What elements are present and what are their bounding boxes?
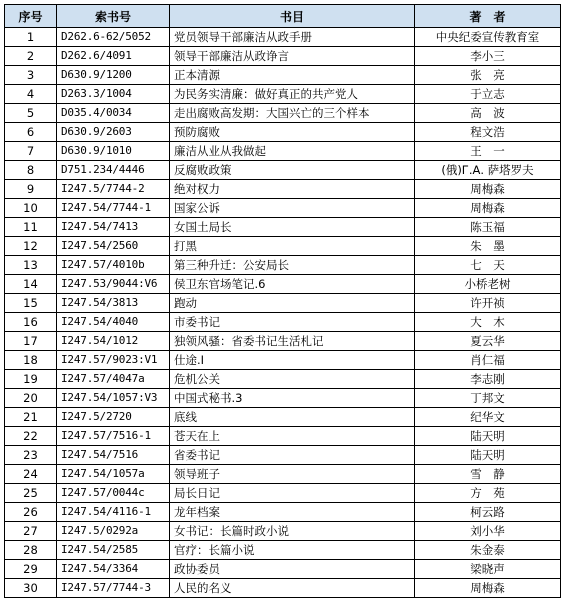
cell-no: 12 <box>5 237 57 256</box>
cell-no: 13 <box>5 256 57 275</box>
cell-title: 政协委员 <box>170 560 415 579</box>
table-row <box>5 66 561 85</box>
table-row <box>5 218 561 237</box>
cell-no: 5 <box>5 104 57 123</box>
cell-no: 2 <box>5 47 57 66</box>
cell-author: 陆天明 <box>415 427 561 446</box>
cell-title: 第三种升迁：公安局长 <box>170 256 415 275</box>
cell-author: 刘小华 <box>415 522 561 541</box>
cell-call-number: I247.54/2585 <box>57 541 170 560</box>
cell-no: 7 <box>5 142 57 161</box>
cell-title: 打黑 <box>170 237 415 256</box>
cell-author: 陈玉福 <box>415 218 561 237</box>
table-row <box>5 465 561 484</box>
cell-call-number: I247.54/3813 <box>57 294 170 313</box>
table-row <box>5 161 561 180</box>
cell-author: 雪 静 <box>415 465 561 484</box>
cell-author: (俄)Г.А. 萨塔罗夫 <box>415 161 561 180</box>
table-row <box>5 389 561 408</box>
cell-no: 8 <box>5 161 57 180</box>
cell-author: 于立志 <box>415 85 561 104</box>
cell-no: 6 <box>5 123 57 142</box>
cell-title: 廉洁从业从我做起 <box>170 142 415 161</box>
cell-call-number: I247.54/7516 <box>57 446 170 465</box>
cell-author: 夏云华 <box>415 332 561 351</box>
table-row <box>5 560 561 579</box>
cell-call-number: I247.54/1057a <box>57 465 170 484</box>
cell-title: 底线 <box>170 408 415 427</box>
cell-title: 预防腐败 <box>170 123 415 142</box>
cell-no: 20 <box>5 389 57 408</box>
cell-title: 为民务实清廉：做好真正的共产党人 <box>170 85 415 104</box>
table-row <box>5 275 561 294</box>
cell-no: 16 <box>5 313 57 332</box>
table-row <box>5 408 561 427</box>
table-row <box>5 313 561 332</box>
cell-call-number: D630.9/1200 <box>57 66 170 85</box>
cell-call-number: I247.57/4010b <box>57 256 170 275</box>
table-row <box>5 28 561 47</box>
cell-no: 28 <box>5 541 57 560</box>
table-row <box>5 104 561 123</box>
cell-title: 省委书记 <box>170 446 415 465</box>
table-row <box>5 123 561 142</box>
cell-author: 高 波 <box>415 104 561 123</box>
cell-no: 9 <box>5 180 57 199</box>
cell-author: 丁邦文 <box>415 389 561 408</box>
cell-call-number: I247.54/7744-1 <box>57 199 170 218</box>
table-row <box>5 332 561 351</box>
cell-no: 21 <box>5 408 57 427</box>
table-row <box>5 484 561 503</box>
table-row <box>5 351 561 370</box>
cell-call-number: D751.234/4446 <box>57 161 170 180</box>
cell-title: 反腐败政策 <box>170 161 415 180</box>
cell-title: 绝对权力 <box>170 180 415 199</box>
table-row <box>5 180 561 199</box>
cell-call-number: D263.3/1004 <box>57 85 170 104</box>
table-row <box>5 522 561 541</box>
cell-title: 党员领导干部廉洁从政手册 <box>170 28 415 47</box>
cell-call-number: I247.54/1012 <box>57 332 170 351</box>
table-row <box>5 579 561 598</box>
cell-no: 15 <box>5 294 57 313</box>
cell-call-number: D035.4/0034 <box>57 104 170 123</box>
table-row <box>5 541 561 560</box>
cell-title: 跑动 <box>170 294 415 313</box>
cell-call-number: I247.57/4047a <box>57 370 170 389</box>
cell-call-number: I247.57/7516-1 <box>57 427 170 446</box>
table-row <box>5 85 561 104</box>
cell-title: 官疗：长篇小说 <box>170 541 415 560</box>
cell-author: 朱金泰 <box>415 541 561 560</box>
cell-call-number: I247.54/3364 <box>57 560 170 579</box>
cell-call-number: D262.6/4091 <box>57 47 170 66</box>
cell-author: 梁晓声 <box>415 560 561 579</box>
cell-title: 领导班子 <box>170 465 415 484</box>
cell-author: 小桥老树 <box>415 275 561 294</box>
table-row <box>5 256 561 275</box>
cell-no: 23 <box>5 446 57 465</box>
cell-author: 周梅森 <box>415 180 561 199</box>
header-call-number: 索书号 <box>57 5 170 28</box>
cell-no: 29 <box>5 560 57 579</box>
cell-no: 14 <box>5 275 57 294</box>
cell-title: 走出腐败高发期：大国兴亡的三个样本 <box>170 104 415 123</box>
cell-title: 女国土局长 <box>170 218 415 237</box>
cell-no: 27 <box>5 522 57 541</box>
cell-call-number: I247.5/0292a <box>57 522 170 541</box>
cell-no: 17 <box>5 332 57 351</box>
cell-no: 3 <box>5 66 57 85</box>
cell-author: 大 木 <box>415 313 561 332</box>
cell-author: 纪华文 <box>415 408 561 427</box>
cell-author: 李志刚 <box>415 370 561 389</box>
cell-title: 侯卫东官场笔记.6 <box>170 275 415 294</box>
cell-no: 1 <box>5 28 57 47</box>
cell-author: 方 苑 <box>415 484 561 503</box>
cell-call-number: I247.54/4040 <box>57 313 170 332</box>
table-row <box>5 446 561 465</box>
cell-no: 30 <box>5 579 57 598</box>
cell-author: 许开祯 <box>415 294 561 313</box>
cell-call-number: D630.9/1010 <box>57 142 170 161</box>
cell-no: 24 <box>5 465 57 484</box>
table-row <box>5 142 561 161</box>
cell-title: 局长日记 <box>170 484 415 503</box>
cell-no: 18 <box>5 351 57 370</box>
cell-call-number: I247.5/2720 <box>57 408 170 427</box>
cell-author: 七 天 <box>415 256 561 275</box>
table-row <box>5 237 561 256</box>
cell-title: 市委书记 <box>170 313 415 332</box>
cell-title: 国家公诉 <box>170 199 415 218</box>
cell-title: 中国式秘书.3 <box>170 389 415 408</box>
cell-author: 肖仁福 <box>415 351 561 370</box>
cell-call-number: I247.54/2560 <box>57 237 170 256</box>
cell-no: 26 <box>5 503 57 522</box>
cell-call-number: I247.54/7413 <box>57 218 170 237</box>
table-row <box>5 370 561 389</box>
cell-title: 正本清源 <box>170 66 415 85</box>
header-row <box>5 5 561 28</box>
table-row <box>5 294 561 313</box>
table-row <box>5 427 561 446</box>
table-body <box>5 28 561 598</box>
book-list-table <box>4 4 561 598</box>
header-author: 著 者 <box>415 5 561 28</box>
cell-author: 朱 墨 <box>415 237 561 256</box>
header-no: 序号 <box>5 5 57 28</box>
cell-call-number: I247.54/4116-1 <box>57 503 170 522</box>
cell-author: 陆天明 <box>415 446 561 465</box>
cell-author: 中央纪委宣传教育室 <box>415 28 561 47</box>
cell-title: 独领风骚：省委书记生活札记 <box>170 332 415 351</box>
cell-author: 王 一 <box>415 142 561 161</box>
cell-call-number: I247.5/7744-2 <box>57 180 170 199</box>
cell-author: 周梅森 <box>415 579 561 598</box>
table-row <box>5 503 561 522</box>
cell-call-number: I247.54/1057:V3 <box>57 389 170 408</box>
cell-call-number: I247.53/9044:V6 <box>57 275 170 294</box>
cell-title: 危机公关 <box>170 370 415 389</box>
cell-call-number: I247.57/0044c <box>57 484 170 503</box>
cell-author: 李小三 <box>415 47 561 66</box>
cell-no: 10 <box>5 199 57 218</box>
cell-no: 4 <box>5 85 57 104</box>
cell-title: 龙年档案 <box>170 503 415 522</box>
cell-title: 苍天在上 <box>170 427 415 446</box>
cell-author: 程文浩 <box>415 123 561 142</box>
cell-title: 人民的名义 <box>170 579 415 598</box>
cell-title: 仕途.I <box>170 351 415 370</box>
cell-call-number: I247.57/9023:V1 <box>57 351 170 370</box>
table-row <box>5 47 561 66</box>
cell-call-number: D630.9/2603 <box>57 123 170 142</box>
cell-title: 女书记：长篇时政小说 <box>170 522 415 541</box>
header-title: 书目 <box>170 5 415 28</box>
cell-no: 22 <box>5 427 57 446</box>
cell-no: 19 <box>5 370 57 389</box>
cell-no: 11 <box>5 218 57 237</box>
cell-author: 柯云路 <box>415 503 561 522</box>
cell-author: 周梅森 <box>415 199 561 218</box>
cell-call-number: D262.6-62/5052 <box>57 28 170 47</box>
cell-call-number: I247.57/7744-3 <box>57 579 170 598</box>
table-row <box>5 199 561 218</box>
cell-no: 25 <box>5 484 57 503</box>
cell-author: 张 亮 <box>415 66 561 85</box>
cell-title: 领导干部廉洁从政诤言 <box>170 47 415 66</box>
